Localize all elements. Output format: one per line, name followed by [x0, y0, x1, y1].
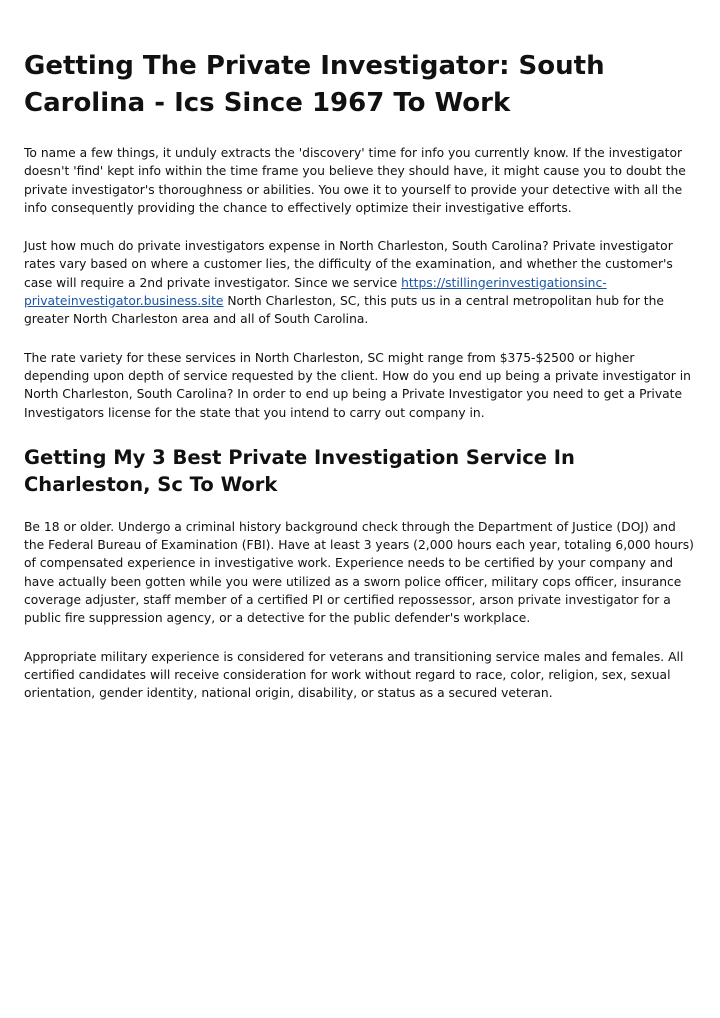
section-heading: Getting My 3 Best Private Investigation Service In Charleston, Sc To Work — [24, 445, 575, 496]
business-site-link[interactable]: https://stillingerinvestigationsinc-privateinvestigator.business.site — [24, 275, 607, 309]
paragraph-3: The rate variety for these services in North Charleston, SC might range from $375-$2500 or higher depending upon depth of service requested by the client. How do you end up being a private investigator in North Charleston, South Carolina? In order to end up being a Private Investigator you need to get a Private Investigators license for the state that you intend to carry out company in. — [24, 350, 691, 420]
paragraph-4: Be 18 or older. Undergo a criminal history background check through the Department of Justice (DOJ) and the Federal Bureau of Examination (FBI). Have at least 3 years (2,000 hours each year, totaling 6,000 hours) of compensated experience in investigative work. Experience needs to be certified by your company and have actually been gotten while you were utilized as a sworn police officer, military cops officer, insurance coverage adjuster, staff member of a certified PI or certified repossessor, arson private investigator for a public fire suppression agency, or a detective for the public defender's workplace. — [24, 519, 694, 626]
paragraph-5: Appropriate military experience is considered for veterans and transitioning service males and females. All certified candidates will receive consideration for work without regard to race, color, religion, sex, sexual orientation, gender identity, national origin, disability, or status as a secured veteran. — [24, 649, 684, 701]
paragraph-2-text-before-link: Just how much do private investigators expense in North Charleston, South Carolina? Private investigator rates vary based on where a customer lies, the difficulty of the examination, and whether the customer's case will require a 2nd private investigator. Since we service — [24, 239, 673, 290]
paragraph-2 — [24, 237, 696, 328]
paragraph-2-text-after-link: North Charleston, SC, this puts us in a central metropolitan hub for the greater North Charleston area and all of South Carolina. — [24, 294, 664, 327]
paragraph-1: To name a few things, it unduly extracts the 'discovery' time for info you currently know. If the investigator doesn't 'find' kept info within the time frame you believe they should have, it might cause you to doubt the private investigator's thoroughness or abilities. You owe it to yourself to provide your detective with all the info consequently providing the chance to effectively optimize their investigative efforts. — [24, 146, 686, 215]
page-title: Getting The Private Investigator: South Carolina - Ics Since 1967 To Work — [24, 51, 605, 118]
